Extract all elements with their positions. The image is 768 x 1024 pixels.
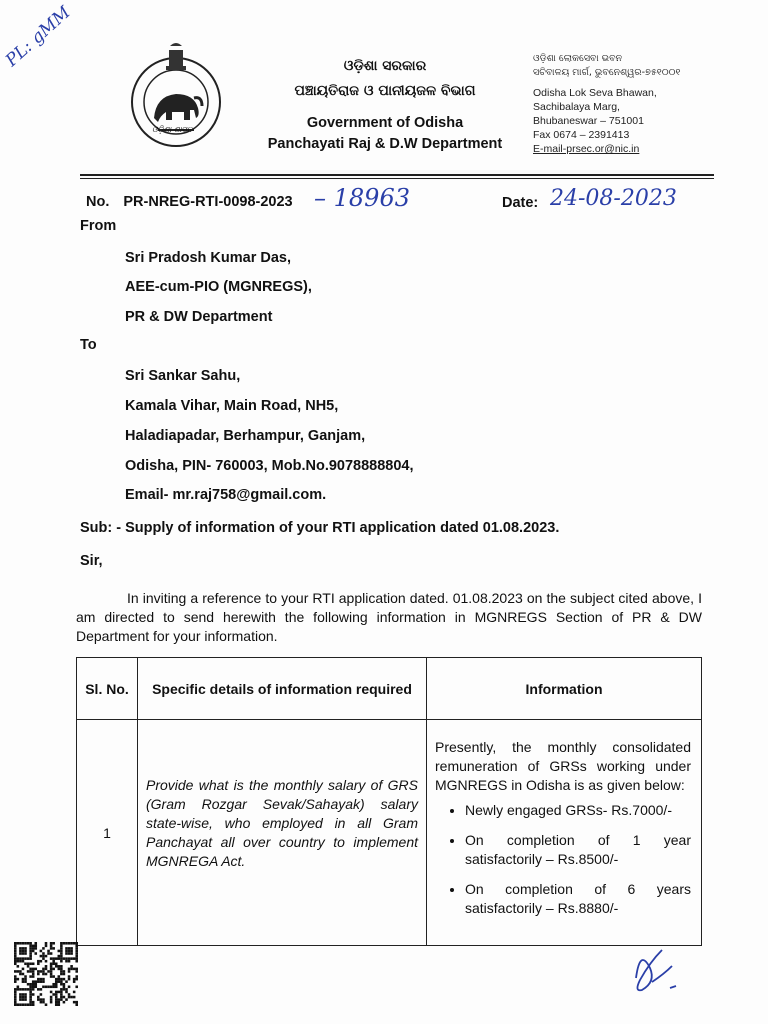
date-label: Date:	[502, 195, 539, 211]
address-block	[533, 52, 713, 156]
to-label: To	[80, 337, 97, 353]
answer-intro: Presently, the monthly consolidated remuneration of GRSs working under MGNREGS in Odisha is as given below:	[435, 739, 691, 793]
table-row	[77, 720, 702, 946]
to-line-2: Kamala Vihar, Main Road, NH5,	[125, 398, 339, 414]
to-line-1: Sri Sankar Sahu,	[125, 368, 241, 384]
emblem-bottom-text: ଓଡ଼ିଶା ଶାସନ	[152, 125, 193, 134]
from-line-1: Sri Pradosh Kumar Das,	[125, 250, 291, 266]
header-information: Information	[427, 658, 702, 720]
header-government-title: Government of Odisha	[306, 115, 464, 131]
address-email-link[interactable]: E-mail-prsec.or@nic.in	[533, 143, 640, 155]
from-line-3: PR & DW Department	[125, 309, 273, 325]
answer-point: • Newly engaged GRSs- Rs.7000/-	[465, 801, 691, 820]
letter-number	[86, 194, 293, 210]
row-sl-no: 1	[77, 720, 138, 946]
subject-line: Sub: - Supply of information of your RTI application dated 01.08.2023.	[80, 520, 560, 536]
address-line1: Odisha Lok Seva Bhawan,	[533, 87, 657, 99]
letter-number-value: PR-NREG-RTI-0098-2023	[123, 194, 293, 210]
answer-points-list	[435, 801, 691, 918]
table-header-row	[77, 658, 702, 720]
header-department-title: Panchayati Raj & D.W Department	[267, 136, 503, 152]
from-label: From	[80, 218, 117, 234]
to-line-4: Odisha, PIN- 760003, Mob.No.9078888804,	[125, 458, 414, 474]
to-line-3: Haladiapadar, Berhampur, Ganjam,	[125, 428, 366, 444]
header-specific-details: Specific details of information required	[138, 658, 427, 720]
signature-image	[626, 938, 686, 998]
information-table	[76, 657, 702, 946]
header-divider-thin	[80, 178, 714, 179]
answer-point: • On completion of 1 year satisfactorily – Rs.8500/-	[465, 831, 691, 869]
address-odia-line1: ଓଡ଼ିଶା ଲୋକସେବା ଭବନ	[533, 53, 623, 64]
header-sl-no: Sl. No.	[77, 658, 138, 720]
salutation: Sir,	[80, 553, 103, 569]
address-fax: Fax 0674 – 2391413	[533, 129, 630, 141]
letter-number-label: No.	[86, 194, 110, 210]
margin-handwritten-note: PL: gMM	[2, 2, 75, 71]
header-odia-government: ଓଡ଼ିଶା ସରକାର	[343, 58, 427, 74]
body-paragraph: In inviting a reference to your RTI application dated. 01.08.2023 on the subject cited above, I am directed to send herewith the following information in MGNREGS Section of PR & DW Department for your information.	[76, 590, 702, 644]
address-line3: Bhubaneswar – 751001	[533, 115, 644, 127]
handwritten-letter-number: – 18963	[314, 184, 410, 212]
header-odia-department: ପଞ୍ଚାୟତିରାଜ ଓ ପାନୀୟଜଳ ବିଭାଗ	[294, 83, 476, 99]
to-line-5: Email- mr.raj758@gmail.com.	[125, 487, 327, 503]
row-question: Provide what is the monthly salary of GRS (Gram Rozgar Sevak/Sahayak) salary state-wise, who employed in all Gram Panchayat all over country to implement MGNREGA Act.	[138, 720, 427, 946]
row-answer	[427, 720, 702, 946]
address-line2: Sachibalaya Marg,	[533, 101, 620, 113]
from-line-2: AEE-cum-PIO (MGNREGS),	[125, 279, 312, 295]
handwritten-date: 24-08-2023	[550, 186, 677, 211]
answer-point: • On completion of 6 years satisfactorily – Rs.8880/-	[465, 880, 691, 918]
header-divider-thick	[80, 174, 714, 176]
address-odia-line2: ସଚିବାଳୟ ମାର୍ଗ, ଭୁବନେଶ୍ୱର-୭୫୧୦୦୧	[533, 67, 681, 78]
qr-code	[14, 942, 78, 1006]
